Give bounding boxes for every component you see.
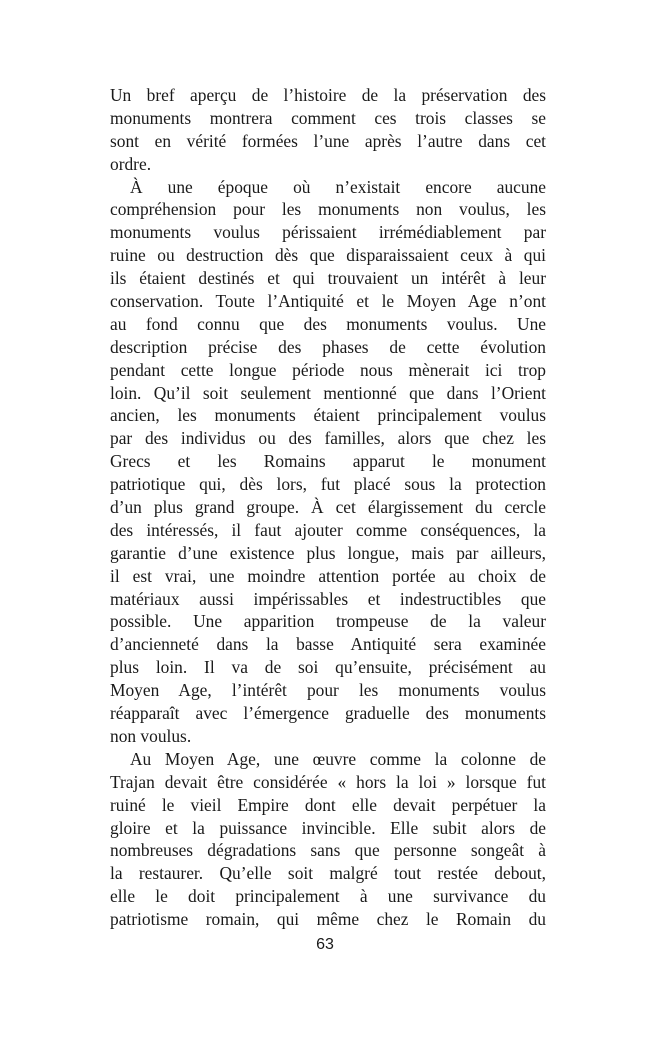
text-line: Trajan devait être considérée « hors la loi » lorsque fut: [110, 771, 546, 792]
text-line: pendant cette longue période nous mènerait ici trop: [110, 359, 546, 380]
text-line: patriotisme romain, qui même chez le Romain du: [110, 909, 546, 930]
text-line: Grecs et les Romains apparut le monument: [110, 451, 546, 472]
text-line: À une époque où n’existait encore aucune: [130, 176, 546, 197]
text-line: Au Moyen Age, une œuvre comme la colonne de: [130, 748, 546, 769]
text-line: des intéressés, il faut ajouter comme conséquences, la: [110, 519, 546, 540]
page-body: [110, 84, 546, 931]
text-line: Un bref aperçu de l’histoire de la préservation des: [110, 85, 546, 105]
text-line: réapparaît avec l’émergence graduelle des monuments: [110, 703, 546, 724]
text-line: ancien, les monuments étaient principalement voulus: [110, 405, 546, 426]
text-line: d’ancienneté dans la basse Antiquité sera examinée: [110, 634, 546, 655]
text-line: Moyen Age, l’intérêt pour les monuments voulus: [110, 680, 546, 701]
text-line: il est vrai, une moindre attention portée au choix de: [110, 565, 546, 586]
text-line: ruine ou destruction dès que disparaissaient ceux à qui: [110, 245, 546, 266]
text-line: compréhension pour les monuments non voulus, les: [110, 199, 546, 220]
paragraph-2: [110, 176, 546, 748]
text-line: monuments montrera comment ces trois classes se: [110, 107, 546, 128]
text-line: matériaux aussi impérissables et indestructibles que: [110, 588, 546, 609]
text-line: possible. Une apparition trompeuse de la valeur: [110, 611, 546, 632]
text-line: garantie d’une existence plus longue, mais par ailleurs,: [110, 542, 546, 563]
text-line: monuments voulus périssaient irrémédiablement par: [110, 222, 546, 243]
text-line: d’un plus grand groupe. À cet élargissement du cercle: [110, 497, 546, 518]
text-line: nombreuses dégradations sans que personne songeât à: [110, 840, 546, 861]
page-number: 63: [316, 936, 334, 953]
paragraph-3: [110, 748, 546, 931]
text-line: non voulus.: [110, 725, 192, 746]
text-line: plus loin. Il va de soi qu’ensuite, précisément au: [110, 657, 546, 678]
text-line: description précise des phases de cette évolution: [110, 336, 546, 357]
text-line: loin. Qu’il soit seulement mentionné que dans l’Orient: [110, 382, 546, 403]
text-line: patriotique qui, dès lors, fut placé sous la protection: [110, 474, 546, 495]
paragraph-1: [110, 84, 546, 176]
text-line: par des individus ou des familles, alors que chez les: [110, 428, 546, 449]
text-line: au fond connu que des monuments voulus. Une: [110, 313, 546, 334]
text-line: ils étaient destinés et qui trouvaient un intérêt à leur: [110, 268, 546, 289]
text-line: gloire et la puissance invincible. Elle subit alors de: [110, 817, 546, 838]
text-line: ordre.: [110, 153, 152, 174]
text-line: sont en vérité formées l’une après l’autre dans cet: [110, 130, 546, 151]
text-line: ruiné le vieil Empire dont elle devait perpétuer la: [110, 794, 546, 815]
text-line: elle le doit principalement à une survivance du: [110, 886, 546, 907]
text-line: la restaurer. Qu’elle soit malgré tout restée debout,: [110, 863, 546, 884]
text-line: conservation. Toute l’Antiquité et le Moyen Age n’ont: [110, 291, 546, 312]
